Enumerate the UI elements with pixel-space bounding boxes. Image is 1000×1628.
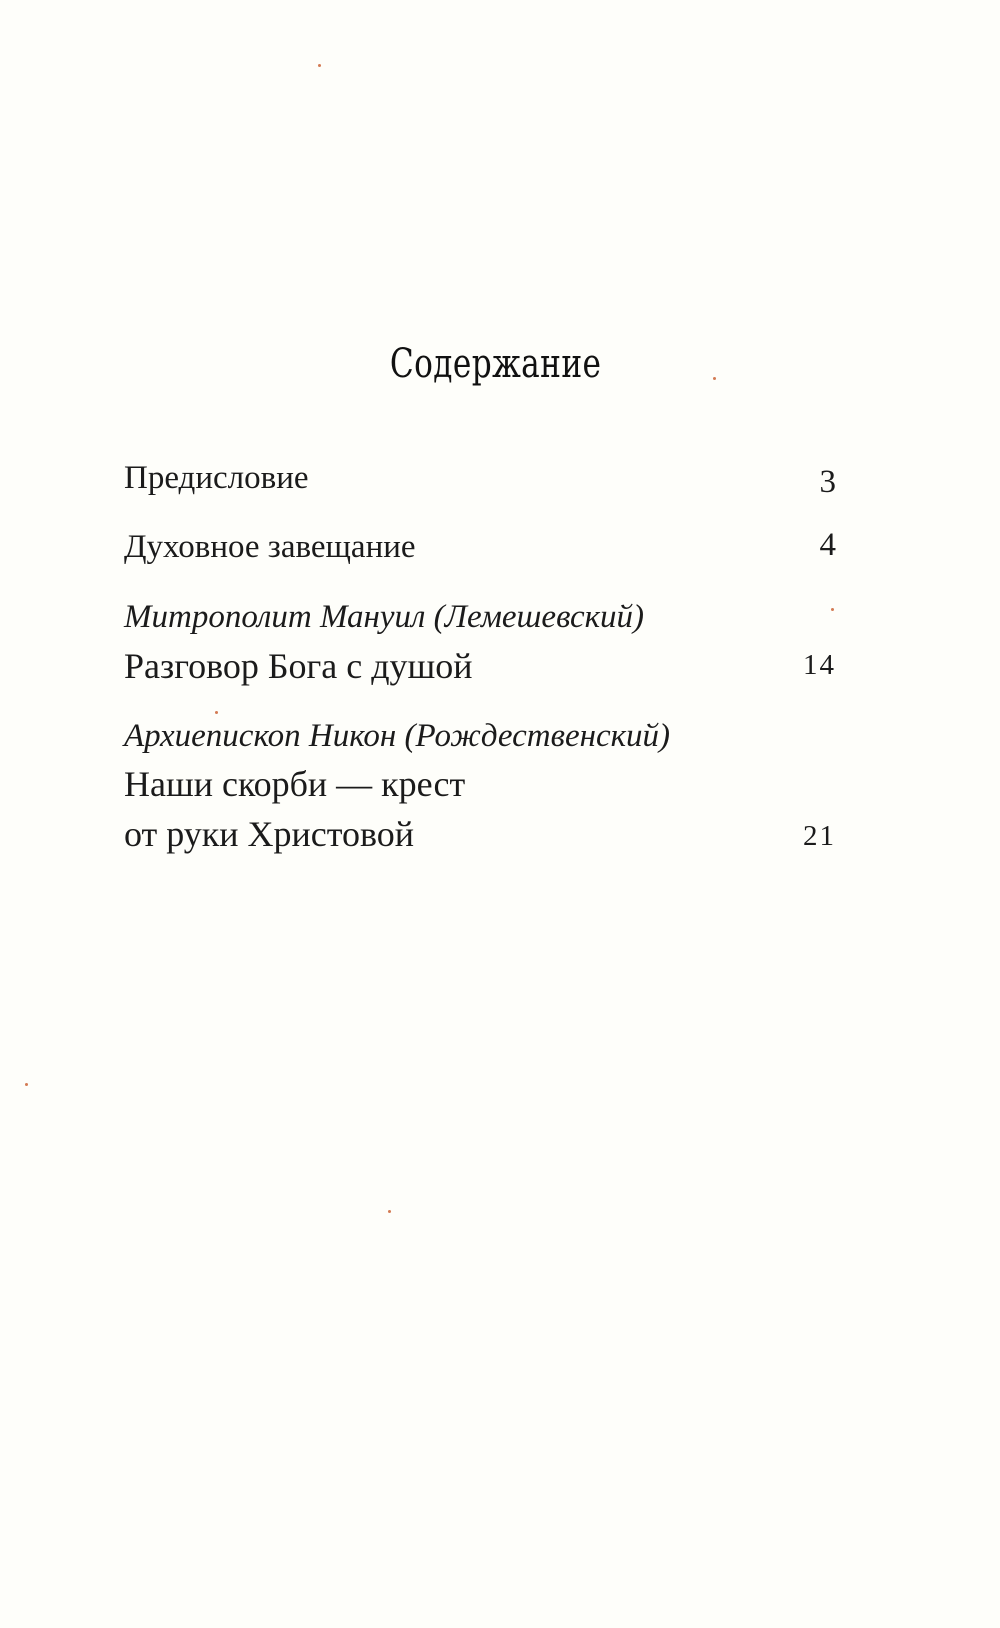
scan-speck bbox=[215, 711, 218, 714]
toc-entry-author: Митрополит Мануил (Лемешевский) bbox=[124, 599, 645, 635]
scan-speck bbox=[318, 64, 321, 67]
scan-speck bbox=[713, 377, 716, 380]
toc-entry-testament-page: 4 bbox=[819, 527, 836, 563]
toc-entry-preface-title: Предисловие bbox=[124, 460, 309, 496]
scan-speck bbox=[831, 608, 834, 611]
scan-speck bbox=[25, 1083, 28, 1086]
toc-entry-preface-page: 3 bbox=[819, 464, 836, 500]
toc-entry-testament-title: Духовное завещание bbox=[124, 529, 416, 565]
scan-speck bbox=[388, 1210, 391, 1213]
page-title: Содержание bbox=[389, 341, 602, 387]
toc-entry-conversation-title: Разговор Бога с душой bbox=[124, 646, 473, 686]
toc-entry-author: Архиепископ Никон (Рождественский) bbox=[124, 718, 671, 754]
toc-entry-sorrows-title-line: Наши скорби — крест bbox=[124, 764, 466, 804]
toc-entry-sorrows-page: 21 bbox=[803, 820, 836, 852]
toc-entry-conversation-page: 14 bbox=[803, 649, 836, 681]
toc-entry-sorrows-title-line: от руки Христовой bbox=[124, 814, 415, 854]
